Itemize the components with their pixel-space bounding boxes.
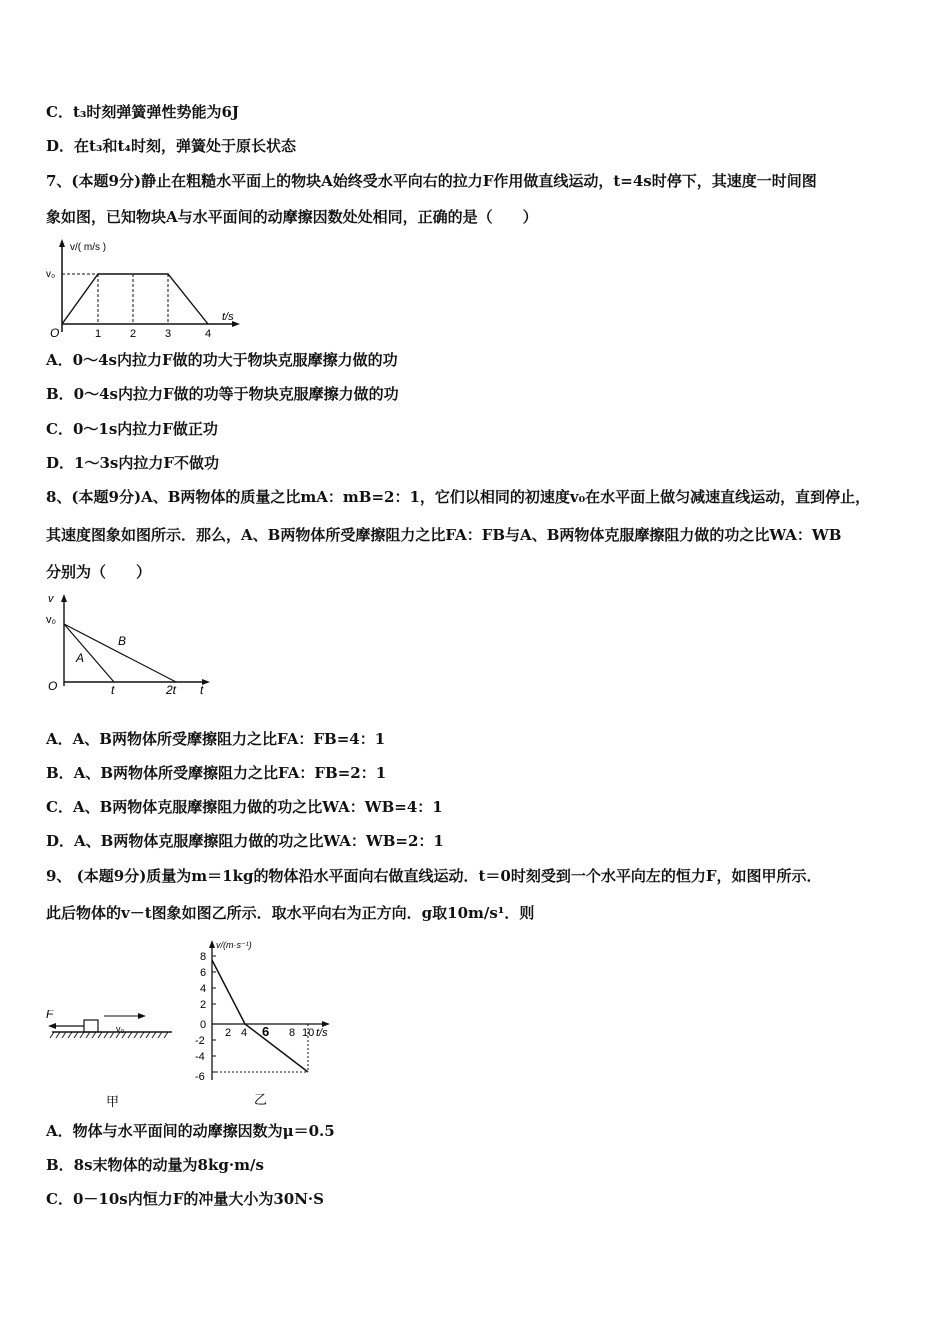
q9b-xtick-2: 2 bbox=[225, 1027, 232, 1039]
q9-force-label: F bbox=[46, 1010, 54, 1021]
q9-caption-b: 乙 bbox=[254, 1092, 268, 1107]
q7-tick-1: 1 bbox=[95, 328, 102, 340]
q8-option-c: C．A、B两物体克服摩擦阻力做的功之比WA：WB=4：1 bbox=[46, 798, 443, 816]
q9b-ytick-2: 2 bbox=[200, 999, 207, 1011]
q7-option-c: C．0～1s内拉力F做正功 bbox=[46, 420, 218, 438]
q9b-y-label: v/(m·s⁻¹) bbox=[216, 940, 252, 950]
q9-stem-line1: 9、 (本题9分)质量为m＝1kg的物体沿水平面向右做直线运动．t＝0时刻受到一个水平向左的恒力F，如图甲所示． bbox=[46, 867, 822, 885]
q9b-ytick-neg6: -6 bbox=[195, 1071, 205, 1083]
q9-stem-line2: 此后物体的v－t图象如图乙所示．取水平向右为正方向．g取10m/s¹．则 bbox=[46, 904, 535, 922]
q8-v0-label: v₀ bbox=[46, 614, 57, 626]
q8-velocity-time-graph bbox=[40, 590, 220, 700]
q7-tick-2: 2 bbox=[130, 328, 137, 340]
q9b-y-arrow bbox=[209, 940, 215, 948]
q6-option-d: D．在t₃和t₄时刻，弹簧处于原长状态 bbox=[46, 137, 297, 155]
q8-option-b: B．A、B两物体所受摩擦阻力之比FA：FB=2：1 bbox=[46, 764, 387, 782]
q8-tick-2t: 2t bbox=[166, 683, 177, 697]
q9-ground-hatch bbox=[50, 1032, 168, 1038]
q8-stem-line3: 分别为（ ） bbox=[46, 563, 152, 581]
q7-v0-label: v₀ bbox=[46, 269, 56, 280]
q7-option-a: A．0～4s内拉力F做的功大于物块克服摩擦力做的功 bbox=[46, 351, 398, 369]
q9b-ytick-0: 0 bbox=[200, 1019, 207, 1031]
q6-option-c: C．t₃时刻弹簧弹性势能为6J bbox=[46, 103, 239, 121]
q8-option-d: D．A、B两物体克服摩擦阻力做的功之比WA：WB=2：1 bbox=[46, 832, 444, 850]
q8-y-arrow bbox=[61, 594, 67, 602]
q8-origin-label: O bbox=[48, 679, 58, 693]
q7-stem-line2: 象如图，已知物块A与水平面间的动摩擦因数处处相同，正确的是（ ） bbox=[46, 208, 538, 226]
q7-y-label: v/( m/s ) bbox=[70, 242, 107, 253]
q8-y-label: v bbox=[48, 593, 54, 605]
q9b-ytick-8: 8 bbox=[200, 951, 207, 963]
q9-force-arrow-head bbox=[48, 1023, 56, 1029]
q7-origin-label: O bbox=[50, 326, 60, 340]
q8-tick-t: t bbox=[111, 683, 115, 697]
q9b-xtick-8: 8 bbox=[289, 1027, 296, 1039]
q7-tick-4: 4 bbox=[205, 328, 212, 340]
q9b-xtick-4: 4 bbox=[241, 1027, 248, 1039]
q9b-velocity-line bbox=[212, 960, 308, 1072]
q7-y-arrow bbox=[59, 239, 65, 247]
q7-stem-line1: 7、(本题9分)静止在粗糙水平面上的物块A始终受水平向右的拉力F作用做直线运动，t=4s时停下，其速度一时间图 bbox=[46, 172, 817, 190]
q8-option-a: A．A、B两物体所受摩擦阻力之比FA：FB=4：1 bbox=[46, 730, 386, 748]
q7-velocity-time-graph bbox=[40, 236, 250, 342]
q9-option-a: A．物体与水平面间的动摩擦因数为μ＝0.5 bbox=[46, 1122, 335, 1140]
q8-stem-line2: 其速度图象如图所示．那么，A、B两物体所受摩擦阻力之比FA：FB与A、B两物体克服摩擦阻力做的功之比WA：WB bbox=[46, 526, 842, 544]
q9-v0-label: v₀ bbox=[116, 1024, 125, 1034]
q8-label-a: A bbox=[76, 651, 85, 665]
q9-block bbox=[84, 1020, 98, 1032]
q8-x-label: t bbox=[200, 683, 204, 697]
q8-label-b: B bbox=[118, 634, 127, 648]
q7-velocity-line bbox=[62, 274, 208, 324]
q9b-xtick-6: 6 bbox=[262, 1024, 270, 1039]
q9-caption-a: 甲 bbox=[106, 1094, 120, 1109]
q7-option-d: D．1～3s内拉力F不做功 bbox=[46, 454, 219, 472]
q8-line-a bbox=[64, 624, 114, 682]
q7-tick-3: 3 bbox=[165, 328, 172, 340]
q9b-ytick-4: 4 bbox=[200, 983, 207, 995]
q7-x-label: t/s bbox=[222, 311, 234, 323]
q7-option-b: B．0～4s内拉力F做的功等于物块克服摩擦力做的功 bbox=[46, 385, 399, 403]
q9b-ytick-6: 6 bbox=[200, 967, 207, 979]
q9-figure-b-vt-graph bbox=[190, 938, 350, 1110]
q9b-x-label: t/s bbox=[316, 1027, 328, 1039]
q9-option-b: B．8s末物体的动量为8kg·m/s bbox=[46, 1156, 264, 1174]
q9b-ytick-neg4: -4 bbox=[195, 1051, 205, 1063]
q9b-xtick-10: 10 bbox=[302, 1027, 315, 1039]
q9-option-c: C．0－10s内恒力F的冲量大小为30N·S bbox=[46, 1190, 324, 1208]
q9b-ytick-neg2: -2 bbox=[195, 1035, 205, 1047]
q9-figure-a bbox=[44, 1010, 179, 1110]
q9-v0-arrow-head bbox=[138, 1013, 146, 1019]
q8-stem-line1: 8、(本题9分)A、B两物体的质量之比mA：mB=2：1，它们以相同的初速度v₀在水平面上做匀减速直线运动，直到停止， bbox=[46, 488, 871, 506]
